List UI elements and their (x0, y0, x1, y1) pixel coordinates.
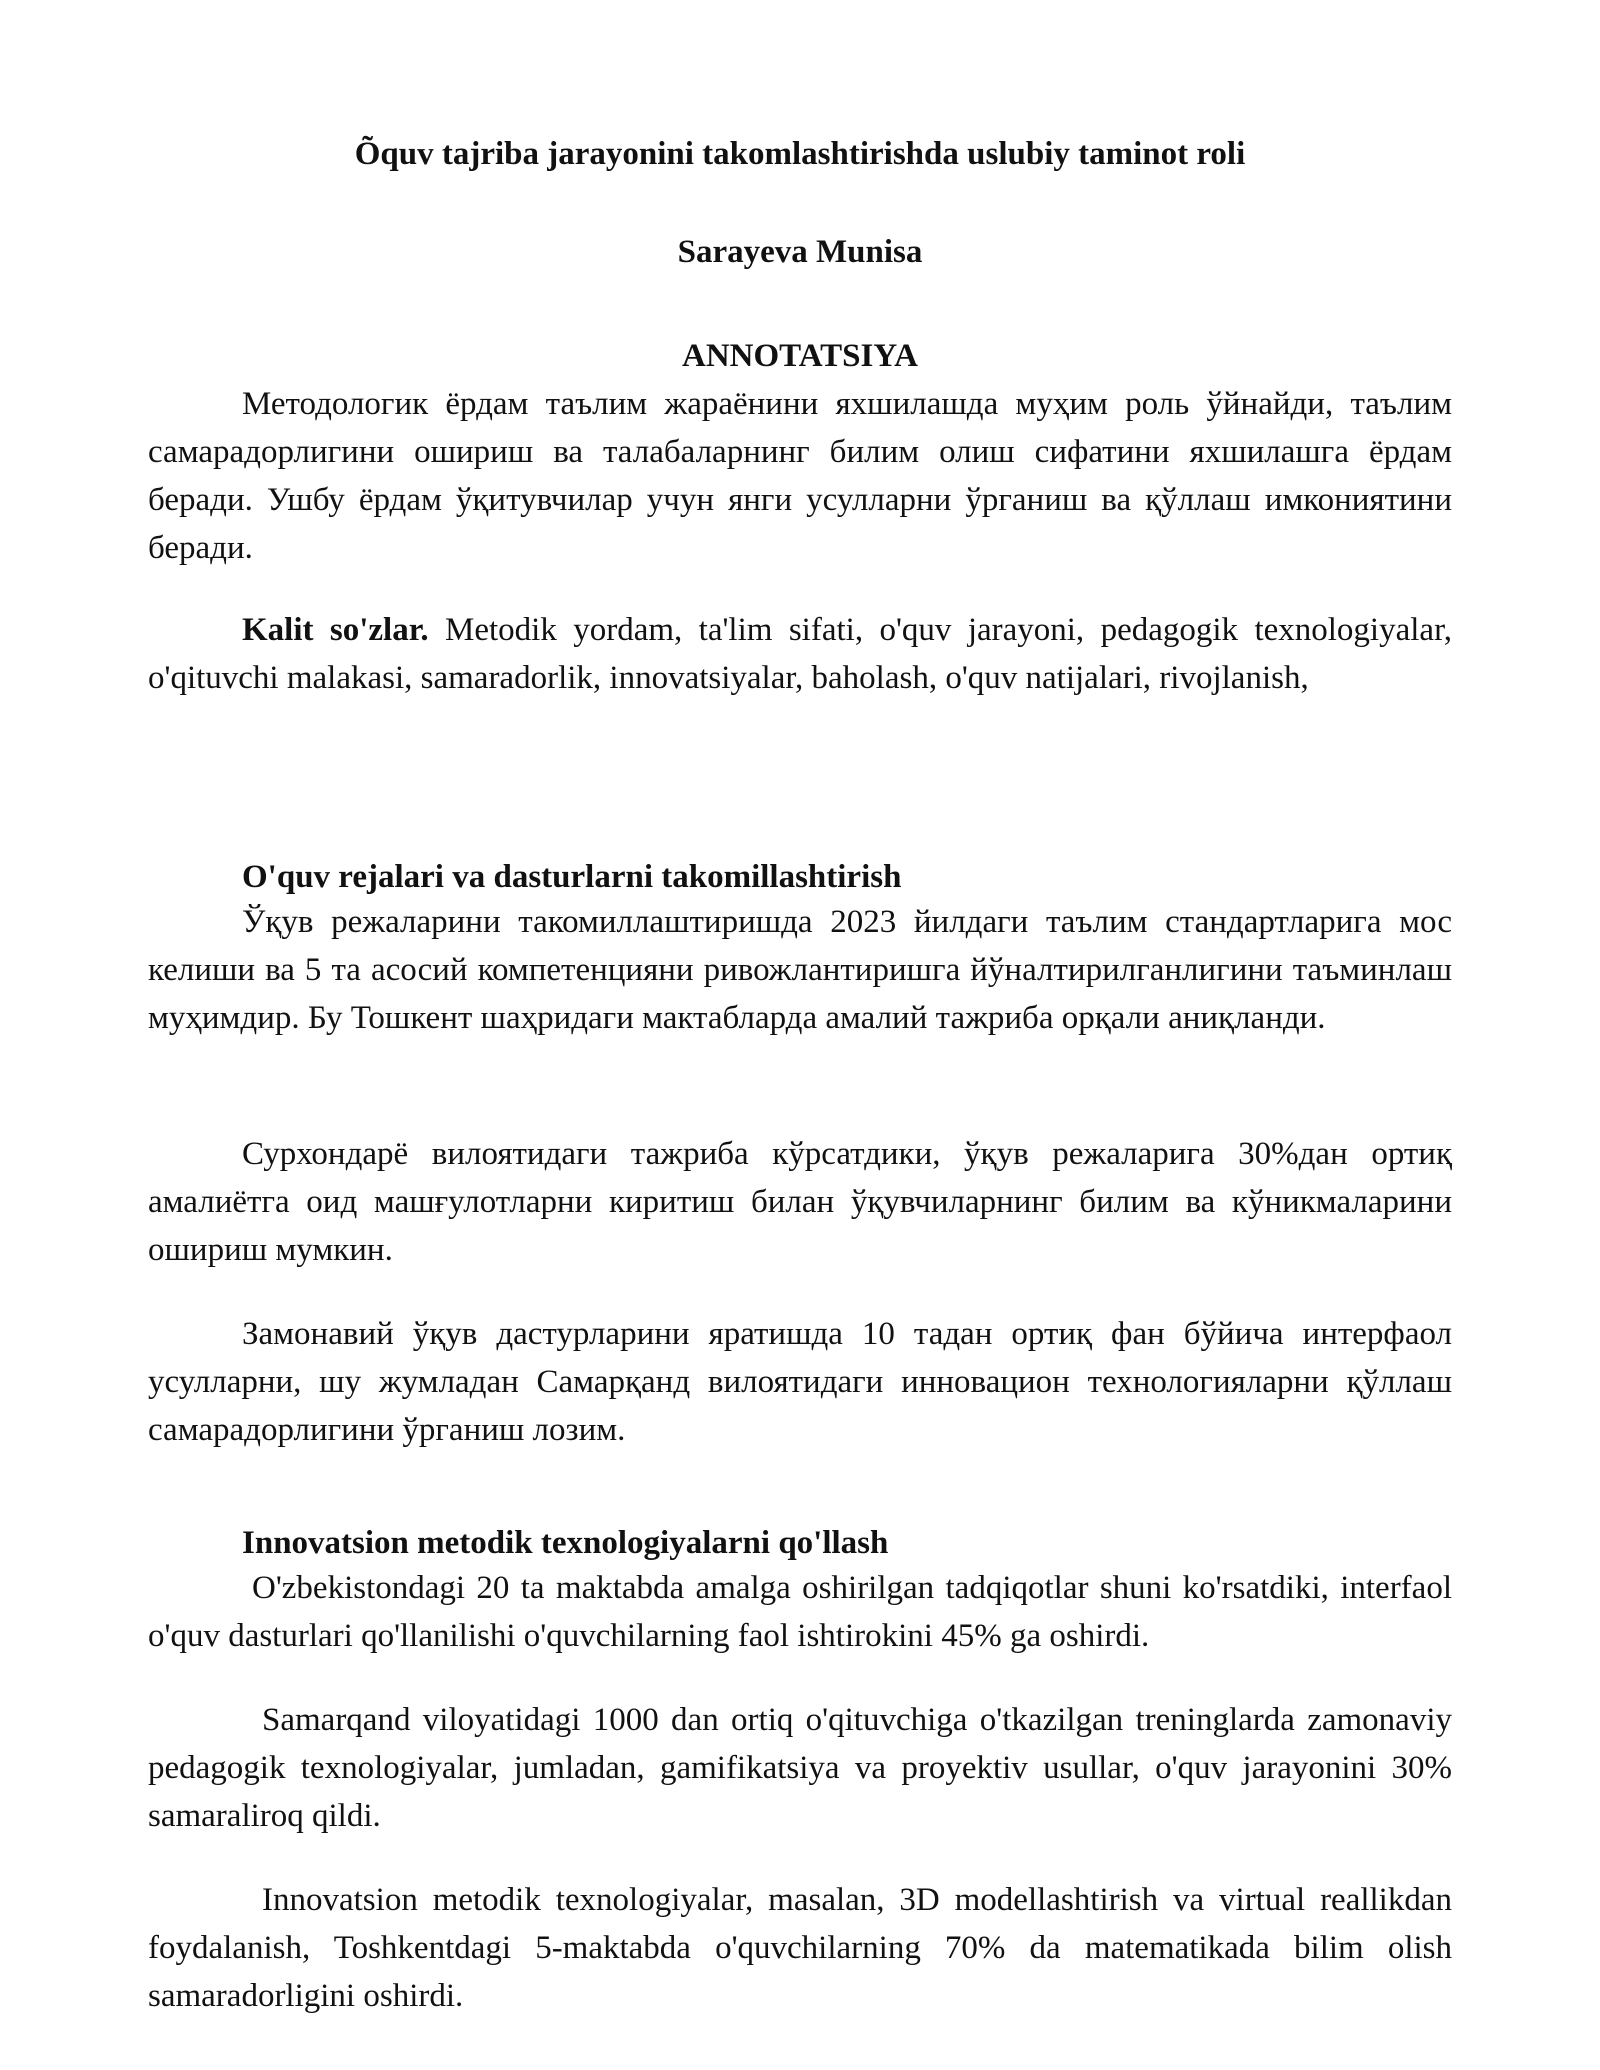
section1-paragraph-1: Ўқув режаларини такомиллаштиришда 2023 йилдаги таълим стандартларига мос келиши ва 5 та асосий компетенцияни ривожлантиришга йўналтирилганлигини таъминлаш муҳимдир. Бу Тошкент шаҳридаги мактабларда амалий тажриба орқали аниқланди. (148, 904, 1452, 1036)
keywords-label: Kalit so'zlar. (242, 612, 429, 648)
section2-paragraph-3: Innovatsion metodik texnologiyalar, masalan, 3D modellashtirish va virtual reallikdan foydalanish, Toshkentdagi 5-maktabda o'quvchilarning 70% da matematikada bilim olish samaradorligini oshirdi. (148, 1882, 1452, 2014)
author-name: Sarayeva Munisa (677, 234, 923, 270)
section2-heading: Innovatsion metodik texnologiyalarni qo'llash (242, 1525, 889, 1561)
section1-paragraph-3: Замонавий ўқув дастурларини яратишда 10 тадан ортиқ фан бўйича интерфаол усулларни, шу жумладан Самарқанд вилоятидаги инновацион технологияларни қўллаш самарадорлигини ўрганиш лозим. (148, 1316, 1452, 1448)
annotation-heading: ANNOTATSIYA (682, 338, 918, 374)
section1-paragraph-2: Сурхондарё вилоятидаги тажриба кўрсатдики, ўқув режаларига 30%дан ортиқ амалиётга оид машғулотларни киритиш билан ўқувчиларнинг билим ва кўникмаларини ошириш мумкин. (148, 1136, 1452, 1268)
section2-paragraph-1: O'zbekistondagi 20 ta maktabda amalga oshirilgan tadqiqotlar shuni ko'rsatdiki, interfaol o'quv dasturlari qo'llanilishi o'quvchilarning faol ishtirokini 45% ga oshirdi. (148, 1570, 1452, 1654)
section1-heading: O'quv rejalari va dasturlarni takomillashtirish (242, 859, 902, 895)
section2-paragraph-2: Samarqand viloyatidagi 1000 dan ortiq o'qituvchiga o'tkazilgan treninglarda zamonaviy pedagogik texnologiyalar, jumladan, gamifikatsiya va proyektiv usullar, o'quv jarayonini 30% samaraliroq qildi. (148, 1702, 1452, 1834)
document-title: Õquv tajriba jarayonini takomlashtirishda uslubiy taminot roli (354, 136, 1246, 172)
keywords-paragraph (148, 606, 1452, 702)
annotation-paragraph: Методологик ёрдам таълим жараёнини яхшилашда муҳим роль ўйнайди, таълим самарадорлигини ошириш ва талабаларнинг билим олиш сифатини яхшилашга ёрдам беради. Ушбу ёрдам ўқитувчилар учун янги усулларни ўрганиш ва қўллаш имкониятини беради. (148, 386, 1452, 566)
keywords-list: Metodik yordam, ta'lim sifati, o'quv jarayoni, pedagogik texnologiyalar, o'qituvchi malakasi, samaradorlik, innovatsiyalar, baholash, o'quv natijalari, rivojlanish, (148, 612, 1452, 696)
